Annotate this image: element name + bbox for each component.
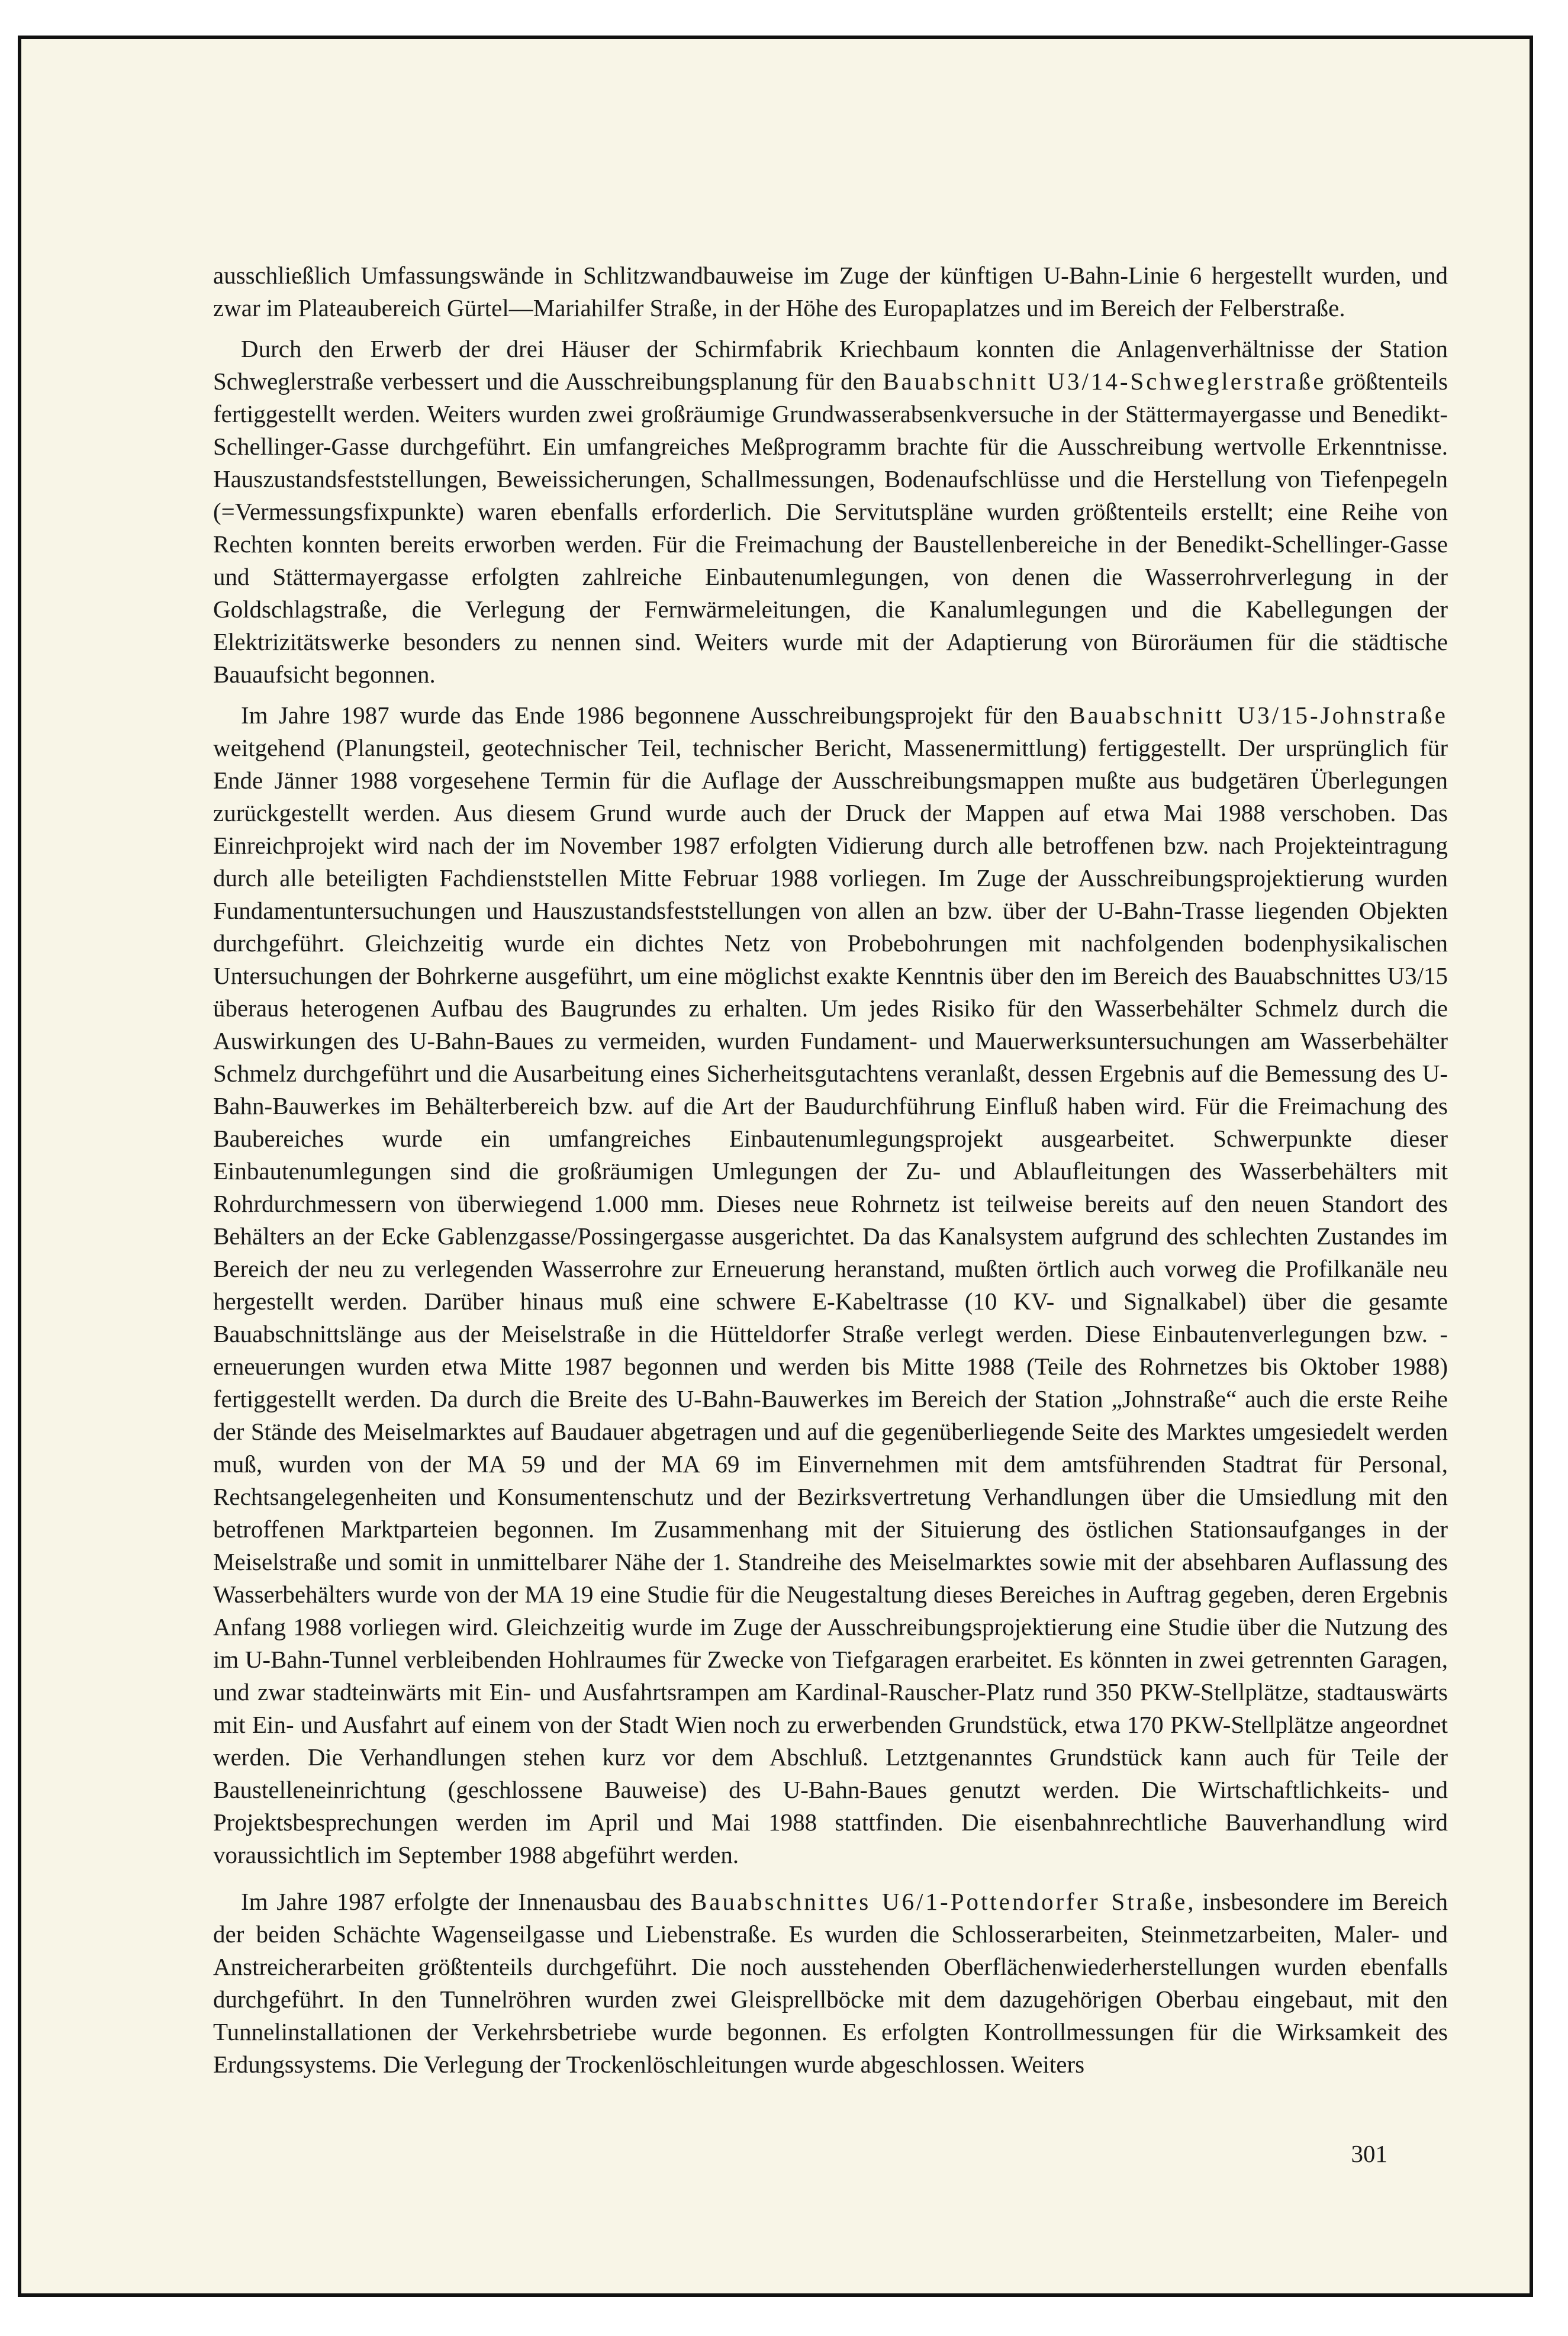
paragraph-u6-1 xyxy=(213,1885,1448,2081)
body-text xyxy=(213,259,1448,2081)
paragraph-u3-14 xyxy=(213,333,1448,691)
paragraph-text: ausschließlich Umfassungswände in Schlitzwandbauweise im Zuge der künftigen U-Bahn-Linie 6 hergestellt wurden, und zwar im Plateaubereich Gürtel—Mariahilfer Straße, in der Höhe des Europaplatzes und im Bereich der Felberstraße. xyxy=(213,262,1448,321)
paragraph-text: , insbesondere im Bereich der beiden Schächte Wagenseilgasse und Liebenstraße. Es wurden die Schlosserarbeiten, Steinmetzarbeiten, Maler- und Anstreicherarbeiten größtenteils durchgeführt. Die noch ausstehenden Oberflächenwiederherstellungen wurden ebenfalls durchgeführt. In den Tunnelröhren wurden zwei Gleisprellböcke mit dem dazugehörigen Oberbau eingebaut, mit den Tunnelinstallationen der Verkehrsbetriebe wurde begonnen. Es erfolgten Kontrollmessungen für die Wirksamkeit des Erdungssystems. Die Verlegung der Trockenlöschleitungen wurde abgeschlossen. Weiters xyxy=(213,1888,1448,2078)
paragraph-text: Im Jahre 1987 wurde das Ende 1986 begonnene Ausschreibungsprojekt für den xyxy=(241,702,1070,729)
paragraph-text: weitgehend (Planungsteil, geotechnischer Teil, technischer Bericht, Massenermittlung) fertiggestellt. Der ursprünglich für Ende Jänner 1988 vorgesehene Termin für die Auflage der Ausschreibungsmappen mußte aus budgetären Überlegungen zurückgestellt werden. Aus diesem Grund wurde auch der Druck der Mappen auf etwa Mai 1988 verschoben. Das Einreichprojekt wird nach der im November 1987 erfolgten Vidierung durch alle betroffenen bzw. nach Projekteintragung durch alle beteiligten Fachdienststellen Mitte Februar 1988 vorliegen. Im Zuge der Ausschreibungsprojektierung wurden Fundamentuntersuchungen und Hauszustandsfeststellungen von allen an bzw. über der U-Bahn-Trasse liegenden Objekten durchgeführt. Gleichzeitig wurde ein dichtes Netz von Probebohrungen mit nachfolgenden bodenphysikalischen Untersuchungen der Bohrkerne ausgeführt, um eine möglichst exakte Kenntnis über den im Bereich des Bauabschnittes U3/15 überaus heterogenen Aufbau des Baugrundes zu erhalten. Um jedes Risiko für den Wasserbehälter Schmelz durch die Auswirkungen des U-Bahn-Baues zu vermeiden, wurden Fundament- und Mauerwerksuntersuchungen am Wasserbehälter Schmelz durchgeführt und die Ausarbeitung eines Sicherheitsgutachtens veranlaßt, dessen Ergebnis auf die Bemessung des U-Bahn-Bauwerkes im Behälterbereich bzw. auf die Art der Baudurchführung Einfluß haben wird. Für die Freimachung des Baubereiches wurde ein umfangreiches Einbautenumlegungsprojekt ausgearbeitet. Schwerpunkte dieser Einbautenumlegungen sind die großräumigen Umlegungen der Zu- und Ablaufleitungen des Wasserbehälters mit Rohrdurchmessern von überwiegend 1.000 mm. Dieses neue Rohrnetz ist teilweise bereits auf den neuen Standort des Behälters an der Ecke Gablenzgasse/Possingergasse ausgerichtet. Da das Kanalsystem aufgrund des schlechten Zustandes im Bereich der neu zu verlegenden Wasserrohre zur Erneuerung heranstand, mußten örtlich auch vorweg die Profilkanäle neu hergestellt werden. Darüber hinaus muß eine schwere E-Kabeltrasse (10 KV- und Signalkabel) über die gesamte Bauabschnittslänge aus der Meiselstraße in die Hütteldorfer Straße verlegt werden. Diese Einbautenverlegungen bzw. -erneuerungen wurden etwa Mitte 1987 begonnen und werden bis Mitte 1988 (Teile des Rohrnetzes bis Oktober 1988) fertiggestellt werden. Da durch die Breite des U-Bahn-Bauwerkes im Bereich der Station „Johnstraße“ auch die erste Reihe der Stände des Meiselmarktes auf Baudauer abgetragen und auf die gegenüberliegende Seite des Marktes umgesiedelt werden muß, wurden von der MA 59 und der MA 69 im Einvernehmen mit dem amtsführenden Stadtrat für Personal, Rechtsangelegenheiten und Konsumentenschutz und der Bezirksvertretung Verhandlungen über die Umsiedlung mit den betroffenen Marktparteien begonnen. Im Zusammenhang mit der Situierung des östlichen Stationsaufganges in der Meiselstraße und somit in unmittelbarer Nähe der 1. Standreihe des Meiselmarktes sowie mit der absehbaren Auflassung des Wasserbehälters wurde von der MA 19 eine Studie für die Neugestaltung dieses Bereiches in Auftrag gegeben, deren Ergebnis Anfang 1988 vorliegen wird. Gleichzeitig wurde im Zuge der Ausschreibungsprojektierung eine Studie über die Nutzung des im U-Bahn-Tunnel verbleibenden Hohlraumes für Zwecke von Tiefgaragen erarbeitet. Es könnten in zwei getrennten Garagen, und zwar stadteinwärts mit Ein- und Ausfahrtsrampen am Kardinal-Rauscher-Platz rund 350 PKW-Stellplätze, stadtauswärts mit Ein- und Ausfahrt auf einem von der Stadt Wien noch zu erwerbenden Grundstück, etwa 170 PKW-Stellplätze angeordnet werden. Die Verhandlungen stehen kurz vor dem Abschluß. Letztgenanntes Grundstück kann auch für Teile der Baustelleneinrichtung (geschlossene Bauweise) des U-Bahn-Baues genutzt werden. Die Wirtschaftlichkeits- und Projektsbesprechungen werden im April und Mai 1988 stattfinden. Die eisenbahnrechtliche Bauverhandlung wird voraussichtlich im September 1988 abgeführt werden. xyxy=(213,734,1448,1868)
section-heading-inline: Bauabschnitt U3/14-Schweglerstraße xyxy=(883,368,1326,395)
paragraph-text: Im Jahre 1987 erfolgte der Innenausbau des xyxy=(241,1888,691,1915)
paragraph-text: Durch den Erwerb der drei Häuser der Schirmfabrik Kriechbaum konnten die Anlagenverhältnisse der Station Schweglerstraße verbessert und die Ausschreibungsplanung für den xyxy=(213,335,1448,395)
paragraph-continuation xyxy=(213,259,1448,324)
section-heading-inline: Bauabschnittes U6/1-Pottendorfer Straße xyxy=(690,1888,1188,1915)
document-page xyxy=(18,36,1533,2297)
paragraph-text: größtenteils fertiggestellt werden. Weiters wurden zwei großräumige Grundwasserabsenkversuche in der Stättermayergasse und Benedikt-Schellinger-Gasse durchgeführt. Ein umfangreiches Meßprogramm brachte für die Ausschreibung wertvolle Erkenntnisse. Hauszustandsfeststellungen, Beweissicherungen, Schallmessungen, Bodenaufschlüsse und die Herstellung von Tiefenpegeln (=Vermessungsfixpunkte) waren ebenfalls erforderlich. Die Servitutspläne wurden größtenteils erstellt; eine Reihe von Rechten konnten bereits erworben werden. Für die Freimachung der Baustellenbereiche in der Benedikt-Schellinger-Gasse und Stättermayergasse erfolgten zahlreiche Einbautenumlegungen, von denen die Wasserrohrverlegung in der Goldschlagstraße, die Verlegung der Fernwärmeleitungen, die Kanalumlegungen und die Kabellegungen der Elektrizitätswerke besonders zu nennen sind. Weiters wurde mit der Adaptierung von Büroräumen für die städtische Bauaufsicht begonnen. xyxy=(213,368,1448,688)
paragraph-u3-15 xyxy=(213,699,1448,1871)
page-number: 301 xyxy=(1351,2140,1387,2167)
section-heading-inline: Bauabschnitt U3/15-Johnstraße xyxy=(1069,702,1448,729)
